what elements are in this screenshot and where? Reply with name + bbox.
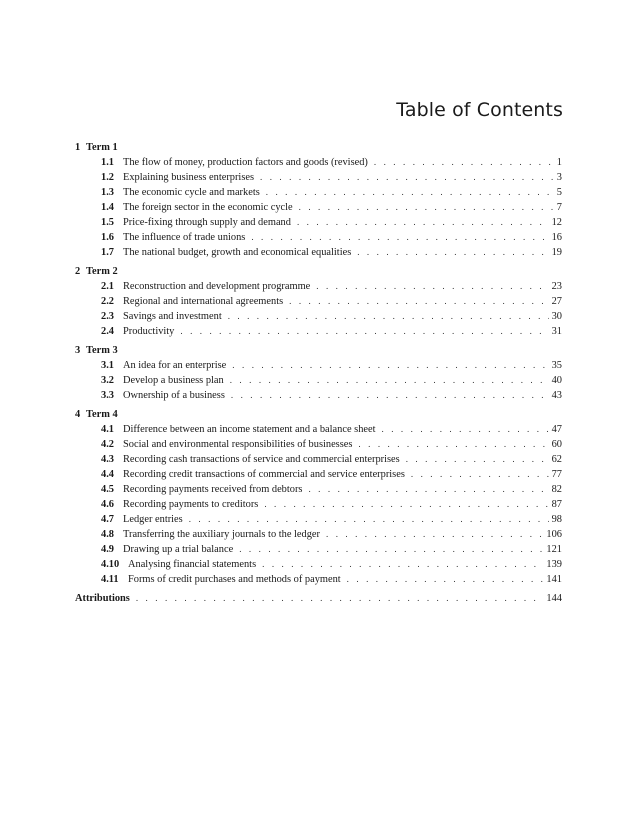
leader-dots [374,155,554,170]
page-number: 87 [551,499,562,510]
leader-dots [266,185,554,200]
page-number: 19 [551,247,562,258]
toc-entry[interactable] [75,279,562,294]
toc-part-heading[interactable] [75,140,562,155]
toc-entry[interactable] [75,482,562,497]
section-title: Analysing financial statements [128,559,257,570]
section-title: Recording payments to creditors [123,499,259,510]
page-number: 60 [551,439,562,450]
toc-part-3 [75,343,562,403]
toc-entry[interactable] [75,542,562,557]
leader-dots [262,557,543,572]
part-title: Term 1 [86,142,118,153]
part-title: Term 4 [86,409,118,420]
section-title: Regional and international agreements [123,296,284,307]
page-number: 139 [546,559,562,570]
section-number: 2.2 [101,296,114,307]
section-number: 2.1 [101,281,114,292]
section-title: Forms of credit purchases and methods of payment [128,574,341,585]
toc-entry[interactable] [75,527,562,542]
toc-part-heading[interactable] [75,343,562,358]
toc-entry[interactable] [75,422,562,437]
section-number: 3.2 [101,375,114,386]
section-title: Ledger entries [123,514,183,525]
section-title: Explaining business enterprises [123,172,255,183]
section-title: Reconstruction and development programme [123,281,311,292]
section-title: Develop a business plan [123,375,224,386]
page-number: 106 [546,529,562,540]
page-number: 35 [551,360,562,371]
part-number: 1 [75,142,81,153]
section-title: Recording credit transactions of commercial and service enterprises [123,469,405,480]
part-number: 2 [75,266,81,277]
leader-dots [264,497,548,512]
section-number: 3.1 [101,360,114,371]
section-number: 4.11 [101,574,119,585]
section-number: 2.3 [101,311,114,322]
section-title: Savings and investment [123,311,222,322]
page-number: 98 [551,514,562,525]
page-number: 43 [551,390,562,401]
toc-part-2 [75,264,562,339]
page-number: 31 [551,326,562,337]
part-number: 4 [75,409,81,420]
page-number: 121 [546,544,562,555]
leader-dots [382,422,549,437]
section-number: 4.1 [101,424,114,435]
section-title: Drawing up a trial balance [123,544,234,555]
leader-dots [260,170,554,185]
section-number: 4.3 [101,454,114,465]
leader-dots [357,245,548,260]
toc-entry[interactable] [75,245,562,260]
page-number: 30 [551,311,562,322]
toc-entry[interactable] [75,294,562,309]
toc-part-4 [75,407,562,587]
part-title: Term 2 [86,266,118,277]
leader-dots [136,591,544,606]
section-title: Transferring the auxiliary journals to the ledger [123,529,320,540]
toc-attributions[interactable] [75,591,562,606]
toc-part-heading[interactable] [75,264,562,279]
page-title: Table of Contents [396,99,563,121]
toc-entry[interactable] [75,309,562,324]
section-title: Social and environmental responsibilities of businesses [123,439,353,450]
section-title: Recording cash transactions of service and commercial enterprises [123,454,400,465]
leader-dots [308,482,548,497]
page-number: 16 [551,232,562,243]
page-number: 5 [556,187,562,198]
section-title: The foreign sector in the economic cycle [123,202,293,213]
page-number: 47 [551,424,562,435]
section-number: 4.2 [101,439,114,450]
leader-dots [228,309,549,324]
toc-entry[interactable] [75,170,562,185]
section-number: 3.3 [101,390,114,401]
section-number: 1.1 [101,157,114,168]
leader-dots [316,279,548,294]
section-number: 4.4 [101,469,114,480]
leader-dots [289,294,548,309]
page-number: 27 [551,296,562,307]
page-number: 1 [556,157,562,168]
section-number: 1.2 [101,172,114,183]
table-of-contents [75,140,562,606]
toc-entry[interactable] [75,452,562,467]
section-number: 1.7 [101,247,114,258]
leader-dots [180,324,548,339]
leader-dots [326,527,543,542]
section-number: 1.4 [101,202,114,213]
section-number: 1.5 [101,217,114,228]
leader-dots [251,230,548,245]
page-number: 82 [551,484,562,495]
toc-part-heading[interactable] [75,407,562,422]
section-title: The national budget, growth and economical equalities [123,247,352,258]
leader-dots [347,572,544,587]
toc-entry[interactable] [75,557,562,572]
section-title: Difference between an income statement and a balance sheet [123,424,376,435]
section-number: 4.7 [101,514,114,525]
section-title: An idea for an enterprise [123,360,227,371]
section-number: 4.8 [101,529,114,540]
toc-entry[interactable] [75,185,562,200]
leader-dots [189,512,549,527]
page-number: 144 [546,593,562,604]
section-title: Recording payments received from debtors [123,484,303,495]
section-number: 2.4 [101,326,114,337]
section-title: Price-fixing through supply and demand [123,217,291,228]
section-number: 4.10 [101,559,120,570]
leader-dots [358,437,548,452]
toc-entry[interactable] [75,324,562,339]
leader-dots [406,452,549,467]
attributions-title: Attributions [75,593,130,604]
part-title: Term 3 [86,345,118,356]
toc-entry[interactable] [75,437,562,452]
page-number: 62 [551,454,562,465]
section-title: Ownership of a business [123,390,225,401]
toc-entry[interactable] [75,388,562,403]
leader-dots [231,388,549,403]
page-number: 12 [551,217,562,228]
section-number: 4.9 [101,544,114,555]
toc-entry[interactable] [75,572,562,587]
page-number: 141 [546,574,562,585]
section-number: 4.6 [101,499,114,510]
leader-dots [230,373,549,388]
section-title: The flow of money, production factors and goods (revised) [123,157,368,168]
leader-dots [411,467,549,482]
section-number: 1.6 [101,232,114,243]
leader-dots [239,542,543,557]
page-number: 7 [556,202,562,213]
page-number: 40 [551,375,562,386]
toc-entry[interactable] [75,512,562,527]
toc-entry[interactable] [75,215,562,230]
page-number: 23 [551,281,562,292]
toc-entry[interactable] [75,497,562,512]
toc-entry[interactable] [75,467,562,482]
page-number: 77 [551,469,562,480]
toc-entry[interactable] [75,373,562,388]
section-title: The economic cycle and markets [123,187,260,198]
section-title: Productivity [123,326,175,337]
section-number: 4.5 [101,484,114,495]
section-title: The influence of trade unions [123,232,246,243]
page-number: 3 [556,172,562,183]
section-number: 1.3 [101,187,114,198]
leader-dots [232,358,548,373]
toc-entry[interactable] [75,230,562,245]
leader-dots [299,200,554,215]
leader-dots [297,215,549,230]
toc-entry[interactable] [75,155,562,170]
part-number: 3 [75,345,81,356]
toc-part-1 [75,140,562,260]
toc-entry[interactable] [75,200,562,215]
toc-entry[interactable] [75,358,562,373]
